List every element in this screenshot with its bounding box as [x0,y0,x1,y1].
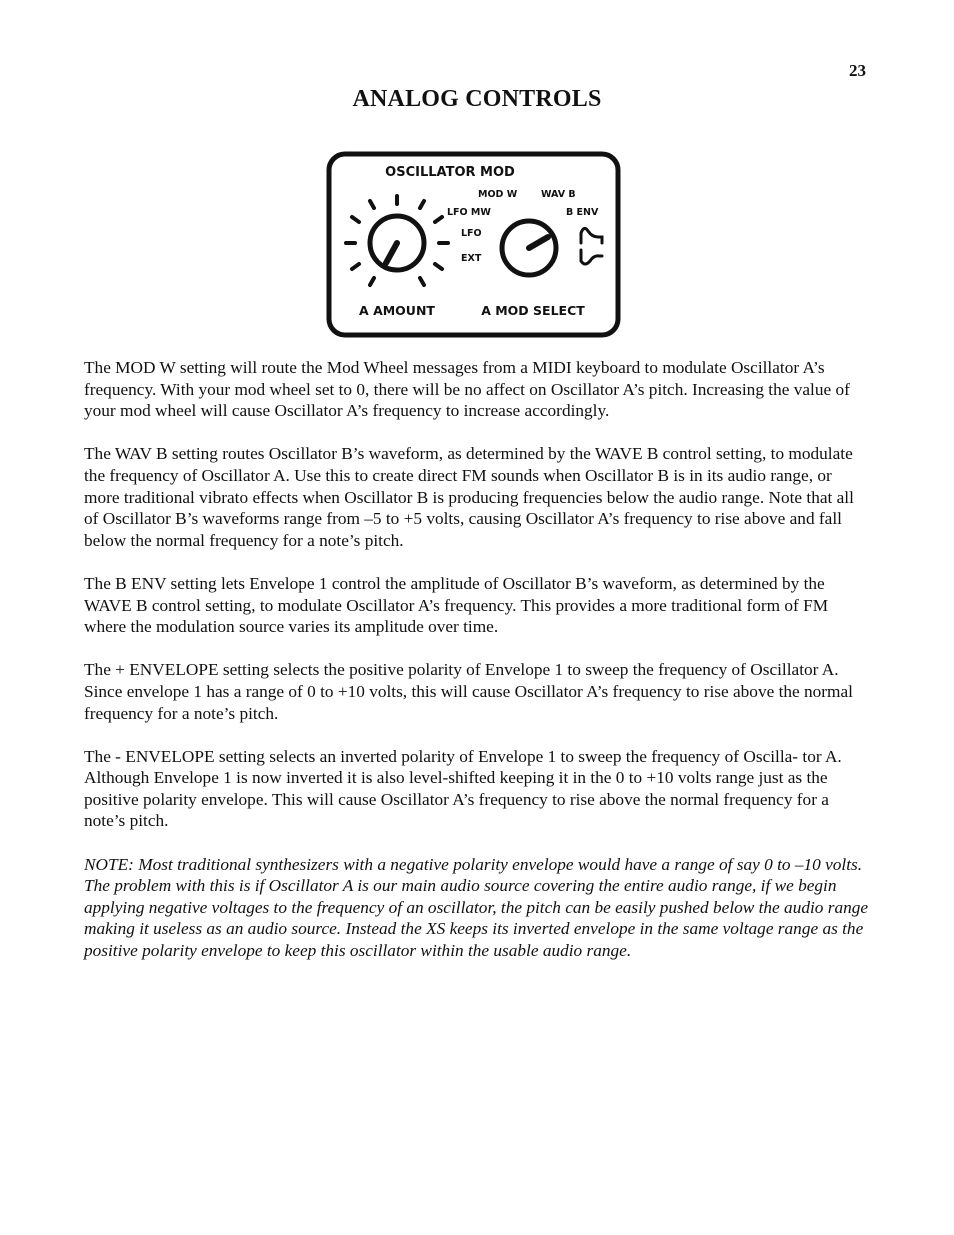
paragraph-positive-envelope: The + ENVELOPE setting selects the positive polarity of Envelope 1 to sweep the frequency of Oscillator A. Since envelope 1 has a range of 0 to +10 volts, this will cause Oscillator A’s frequency to rise above the normal frequency for a note’s pitch. [84,660,853,723]
select-position-lfo-mw: LFO MW [447,207,491,218]
body-text [84,357,870,983]
paragraph-negative-envelope: The - ENVELOPE setting selects an inverted polarity of Envelope 1 to sweep the frequency of Oscilla- tor A. Although Envelope 1 is now inverted it is also level-shifted keeping it in the 0 to +10 volts range just as the positive polarity envelope. This will cause Oscillator A’s frequency to rise above the normal frequency for a note’s pitch. [84,746,842,831]
select-position-mod-w: MOD W [478,189,518,200]
select-position-wav-b: WAV B [541,189,576,200]
amount-knob[interactable] [370,216,424,270]
page-number: 23 [849,61,866,80]
select-position-ext: EXT [461,253,482,264]
page-title: ANALOG CONTROLS [352,86,602,112]
select-position-lfo: LFO [461,228,482,239]
select-position-b-env: B ENV [566,207,599,218]
note-paragraph: NOTE: Most traditional synthesizers with a negative polarity envelope would have a range of say 0 to –10 volts. The problem with this is if Oscillator A is our main audio source covering the entire audio range, if we begin applying negative voltages to the frequency of an oscillator, the pitch can be easily pushed below the audio range making it useless as an audio source. Instead the XS keeps its inverted envelope in the same voltage range as the positive polarity envelope to keep this oscillator within the usable audio range. [84,854,869,961]
mod-select-knob[interactable] [502,221,556,275]
mod-select-knob-label: A MOD SELECT [481,303,585,318]
oscillator-mod-panel [326,151,621,338]
paragraph-b-env: The B ENV setting lets Envelope 1 control the amplitude of Oscillator B’s waveform, as determined by the WAVE B control setting, to modulate Oscillator A’s frequency. This provides a more traditional form of FM where the modulation source varies its amplitude over time. [84,573,829,637]
panel-title: OSCILLATOR MOD [385,165,515,180]
amount-knob-label: A AMOUNT [359,303,435,318]
paragraph-mod-w: The MOD W setting will route the Mod Wheel messages from a MIDI keyboard to modulate Oscillator A’s frequency. With your mod wheel set to 0, there will be no affect on Oscillator A’s pitch. Increasing the value of your mod wheel will cause Oscillator A’s frequency to increase accordingly. [84,358,850,421]
paragraph-wav-b: The WAV B setting routes Oscillator B’s waveform, as determined by the WAVE B control setting, to modulate the frequency of Oscillator A. Use this to create direct FM sounds when Oscillator B is in its audio range, or more traditional vibrato effects when Oscillator B is producing frequencies below the audio range. Note that all of Oscillator B’s waveforms range from –5 to +5 volts, causing Oscillator A’s frequency to rise above and fall below the normal frequency for a note’s pitch. [84,444,854,550]
